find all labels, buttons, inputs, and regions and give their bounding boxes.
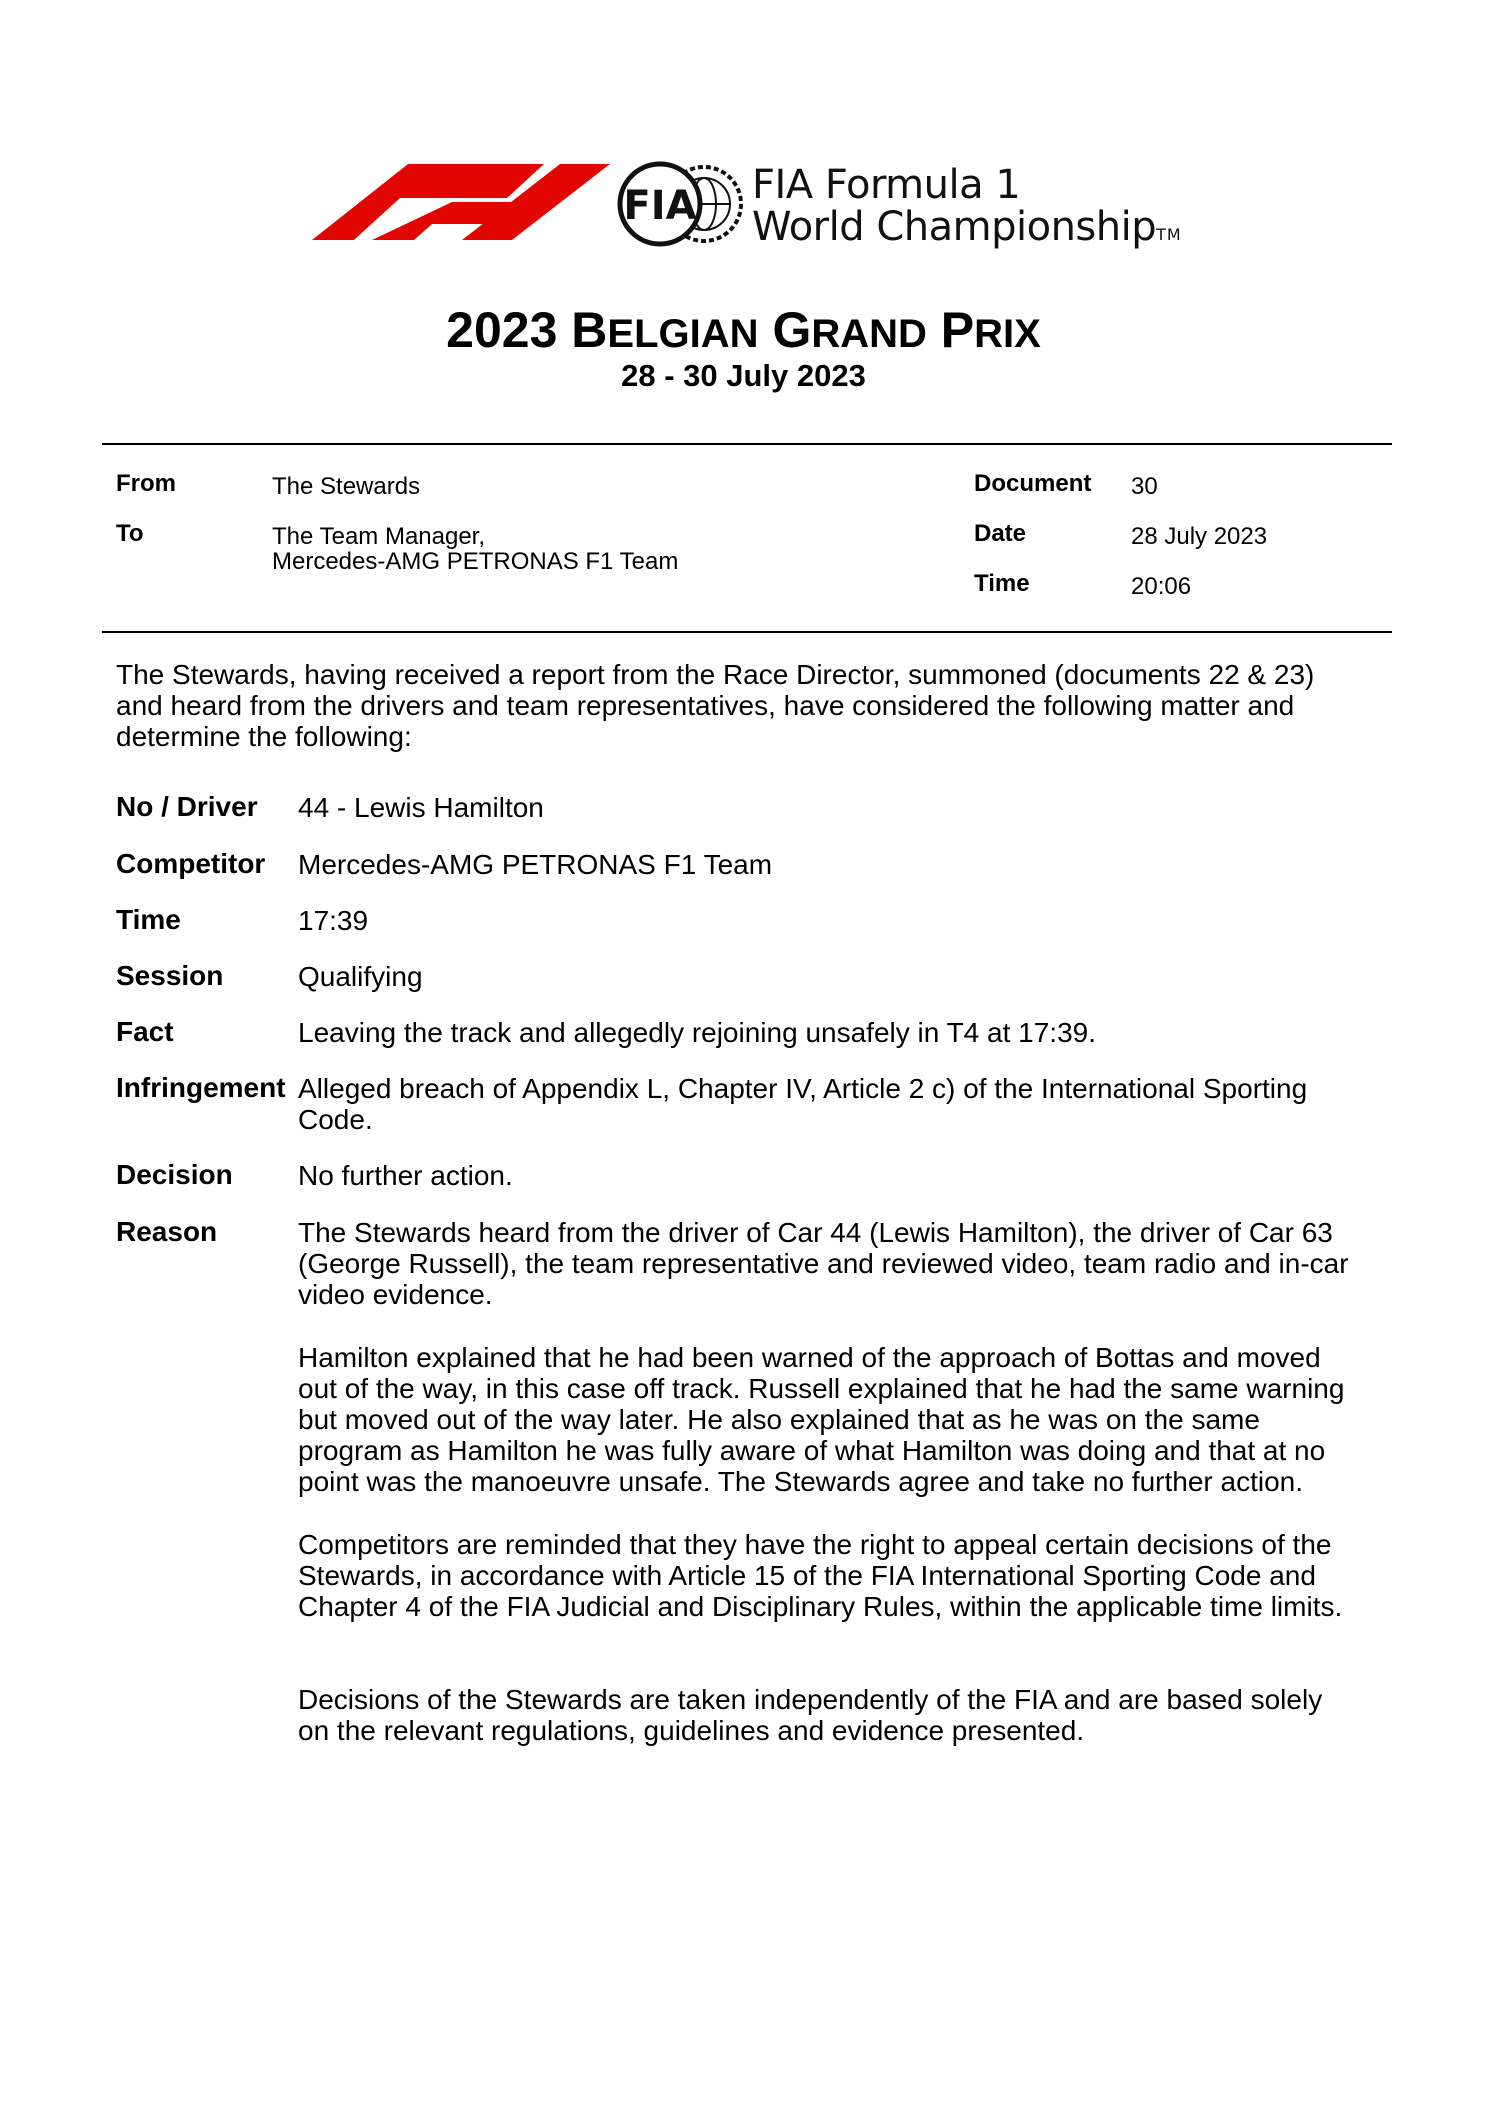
f1-logo-icon xyxy=(312,160,642,250)
brand-line-2: World ChampionshipTM xyxy=(752,204,1182,250)
from-label: From xyxy=(116,470,176,497)
to-label: To xyxy=(116,520,144,547)
driver-value: 44 - Lewis Hamilton xyxy=(298,792,544,823)
infringement-label: Infringement xyxy=(116,1072,286,1103)
decision-label: Decision xyxy=(116,1159,233,1190)
time-value: 20:06 xyxy=(1131,573,1192,600)
divider-top xyxy=(102,443,1392,445)
incident-time-value: 17:39 xyxy=(298,905,369,936)
competitor-label: Competitor xyxy=(116,848,266,879)
reason-paragraph-2: Hamilton explained that he had been warned of the approach of Bottas and moved out of the way, in this case off track. Russell explained that he had the same warning but moved out of the way later. He also explained that as he was on the same program as Hamilton he was fully aware of what Hamilton was doing and that at no point was the manoeuvre unsafe. The Stewards agree and take no further action. xyxy=(298,1342,1345,1497)
driver-label: No / Driver xyxy=(116,791,258,822)
brand-line-1: FIA Formula 1 xyxy=(752,162,1021,208)
divider-bottom xyxy=(102,631,1392,633)
trademark-mark: TM xyxy=(1156,225,1182,244)
from-value: The Stewards xyxy=(272,473,421,500)
time-label: Time xyxy=(974,570,1030,597)
fia-emblem-text: FIA xyxy=(623,183,697,229)
fact-value: Leaving the track and allegedly rejoining unsafely in T4 at 17:39. xyxy=(298,1017,1097,1048)
date-label: Date xyxy=(974,520,1027,547)
session-label: Session xyxy=(116,960,224,991)
brand-wordmark xyxy=(752,164,1182,256)
incident-time-label: Time xyxy=(116,904,181,935)
event-dates: 28 - 30 July 2023 xyxy=(621,358,866,393)
fia-emblem-icon xyxy=(612,158,752,254)
session-value: Qualifying xyxy=(298,961,423,992)
intro-paragraph: The Stewards, having received a report from the Race Director, summoned (documents 22 & 23) and heard from the drivers and team representatives, have considered the following matter and determine the following: xyxy=(116,659,1315,752)
fact-label: Fact xyxy=(116,1016,174,1047)
infringement-value: Alleged breach of Appendix L, Chapter IV, Article 2 c) of the International Sporting Code. xyxy=(298,1073,1308,1135)
event-title: 2023 BELGIAN GRAND PRIX xyxy=(446,302,1041,358)
header-logo xyxy=(312,160,1212,270)
reason-paragraph-1: The Stewards heard from the driver of Car 44 (Lewis Hamilton), the driver of Car 63 (George Russell), the team representative and reviewed video, team radio and in-car video evidence. xyxy=(298,1217,1349,1310)
competitor-value: Mercedes-AMG PETRONAS F1 Team xyxy=(298,849,773,880)
document-label: Document xyxy=(974,470,1092,497)
date-value: 28 July 2023 xyxy=(1131,523,1268,550)
to-value-line-2: Mercedes-AMG PETRONAS F1 Team xyxy=(272,548,679,575)
to-value-line-1: The Team Manager, xyxy=(272,523,486,550)
reason-label: Reason xyxy=(116,1216,218,1247)
appeal-notice-paragraph: Competitors are reminded that they have the right to appeal certain decisions of the Stewards, in accordance with Article 15 of the FIA International Sporting Code and Chapter 4 of the FIA Judicial and Disciplinary Rules, within the applicable time limits. xyxy=(298,1529,1343,1622)
document-value: 30 xyxy=(1131,473,1158,500)
independence-notice-paragraph: Decisions of the Stewards are taken independently of the FIA and are based solely on the relevant regulations, guidelines and evidence presented. xyxy=(298,1684,1323,1746)
decision-value: No further action. xyxy=(298,1160,513,1191)
